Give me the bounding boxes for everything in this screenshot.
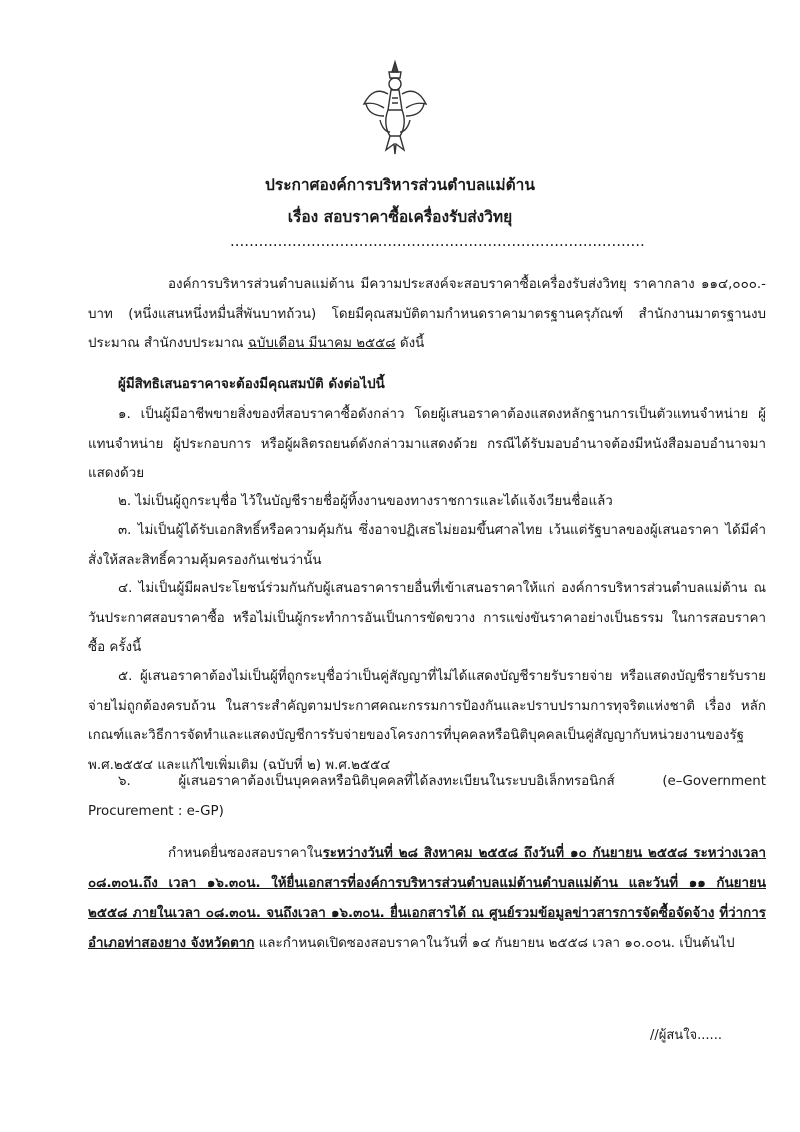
- garuda-emblem-icon: [360, 58, 430, 158]
- qualification-item: ๑. เป็นผู้มีอาชีพขายสิ่งของที่สอบราคาซื้อดังกล่าว โดยผู้เสนอราคาต้องแสดงหลักฐานการเป็นตัวแทนจำหน่าย ผู้แทนจำหน่าย ผู้ประกอบการ หรือผู้ผลิตรถยนต์ดังกล่าวมาแสดงด้วย กรณีได้รับมอบอำนาจต้องมีหนังสือมอบอำนาจมาแสดงด้วย: [88, 407, 766, 481]
- page-subject: เรื่อง สอบราคาซื้อเครื่องรับส่งวิทยุ: [287, 208, 513, 226]
- intro-suffix: ดังนี้: [395, 336, 425, 351]
- qualification-item: ๖. ผู้เสนอราคาต้องเป็นบุคคลหรือนิติบุคคลที่ได้ลงทะเบียนในระบบอิเล็กทรอนิกส์ (e–Government Procurement : e-GP): [88, 774, 766, 819]
- deadline-dates: ระหว่างวันที่ ๒๘ สิงหาคม ๒๕๕๘ ถึงวันที่ ๑๐ กันยายน ๒๕๕๘ ระหว่างเวลา ๐๘.๓๐น.ถึง เวลา ๑๖.๓๐น. ให้ยื่นเอกสารที่องค์การบริหารส่วนตำบลแม่ต้านตำบลแม่ต้าน และวันที่ ๑๑ กันยายน ๒๕๕๘ ภายในเวลา ๐๘.๓๐น. จนถึงเวลา ๑๖.๓๐น. ยื่นเอกสารได้ ณ ศูนย์รวมข้อมูลข่าวสารการจัดซื้อจัดจ้าง: [88, 846, 766, 921]
- continuation-note: //ผู้สนใจ......: [650, 1028, 722, 1043]
- title-separator: .......................................................................................: [230, 232, 645, 250]
- page-title: ประกาศองค์การบริหารส่วนตำบลแม่ต้าน: [265, 176, 535, 194]
- deadline-prefix: กำหนดยื่นซองสอบราคาใน: [168, 846, 323, 861]
- deadline-paragraph: [88, 839, 766, 959]
- qualification-item: ๔. ไม่เป็นผู้มีผลประโยชน์ร่วมกันกับผู้เสนอราคารายอื่นที่เข้าเสนอราคาให้แก่ องค์การบริหารส่วนตำบลแม่ต้าน ณ วันประกาศสอบราคาซื้อ หรือไม่เป็นผู้กระทำการอันเป็นการขัดขวาง การแข่งขันราคาอย่างเป็นธรรม ในการสอบราคาซื้อ ครั้งนี้: [88, 581, 766, 655]
- intro-edition: ฉบับเดือน มีนาคม ๒๕๕๘: [247, 336, 396, 351]
- deadline-location: ที่ว่าการอำเภอท่าสองยาง จังหวัดตาก: [88, 906, 766, 951]
- deadline-suffix: และกำหนดเปิดซองสอบราคาในวันที่ ๑๔ กันยายน ๒๕๕๘ เวลา ๑๐.๐๐น. เป็นต้นไป: [254, 936, 735, 951]
- qualification-item: ๒. ไม่เป็นผู้ถูกระบุชื่อ ไว้ในบัญชีรายชื่อผู้ทิ้งงานของทางราชการและได้แจ้งเวียนชื่อแล้ว: [118, 494, 613, 509]
- qualification-item: ๕. ผู้เสนอราคาต้องไม่เป็นผู้ที่ถูกระบุชื่อว่าเป็นคู่สัญญาที่ไม่ได้แสดงบัญชีรายรับรายจ่าย หรือแสดงบัญชีรายรับรายจ่ายไม่ถูกต้องครบถ้วน ในสาระสำคัญตามประกาศคณะกรรมการป้องกันและปราบปรามการทุจริตแห่งชาติ เรื่อง หลักเกณฑ์และวิธีการจัดทำและแสดงบัญชีการรับจ่ายของโครงการที่บุคคลหรือนิติบุคคลเป็นคู่สัญญากับหน่วยงานของรัฐ พ.ศ.๒๕๕๔ และแก้ไขเพิ่มเติม (ฉบับที่ ๒) พ.ศ.๒๕๕๔: [88, 669, 766, 773]
- qualification-item: ๓. ไม่เป็นผู้ได้รับเอกสิทธิ์หรือความคุ้มกัน ซึ่งอาจปฏิเสธไม่ยอมขึ้นศาลไทย เว้นแต่รัฐบาลของผู้เสนอราคา ได้มีคำสั่งให้สละสิทธิ์ความคุ้มครองกันเช่นว่านั้น: [88, 523, 766, 568]
- intro-text: องค์การบริหารส่วนตำบลแม่ต้าน มีความประสงค์จะสอบราคาซื้อเครื่องรับส่งวิทยุ ราคากลาง ๑๑๔,๐๐๐.-บาท (หนึ่งแสนหนึ่งหมื่นสี่พันบาทถ้วน) โดยมีคุณสมบัติตามกำหนดราคามาตรฐานครุภัณฑ์ สำนักงานมาตรฐานงบประมาณ สำนักงบประมาณ: [88, 277, 766, 351]
- qualifications-title: ผู้มีสิทธิเสนอราคาจะต้องมีคุณสมบัติ ดังต่อไปนี้: [118, 377, 385, 392]
- intro-paragraph: [88, 270, 766, 359]
